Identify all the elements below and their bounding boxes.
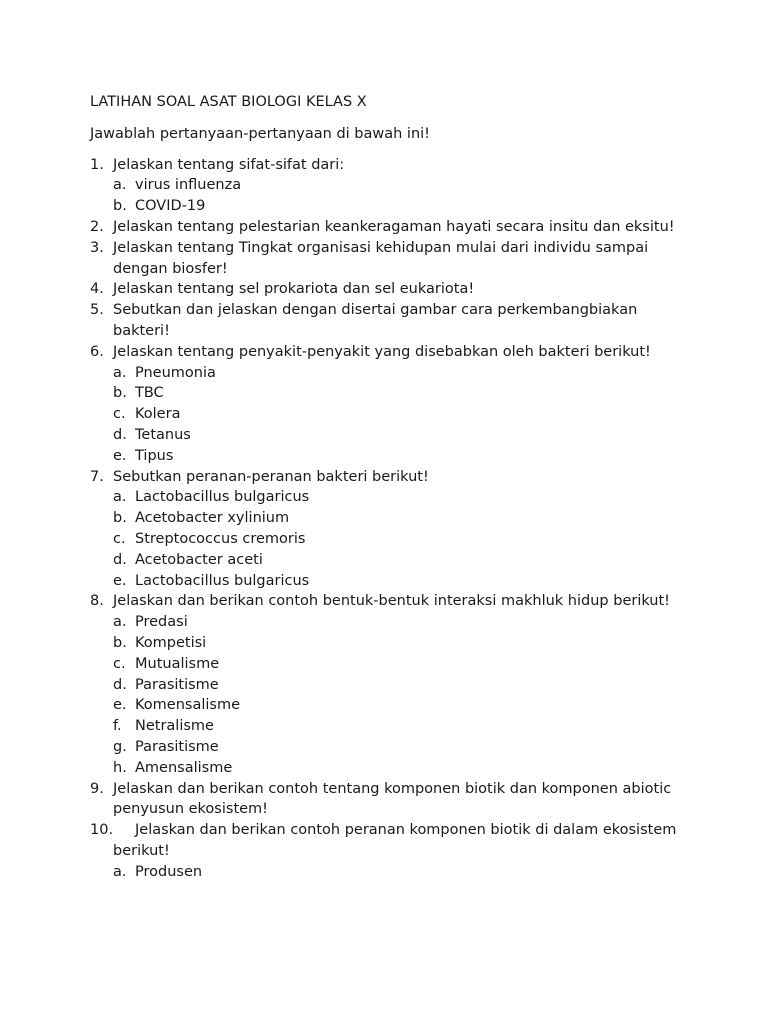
question-number: 10. bbox=[90, 822, 114, 839]
sub-item-letter: c. bbox=[113, 655, 126, 672]
sub-item-text: TBC bbox=[135, 385, 164, 402]
sub-item-letter: d. bbox=[113, 676, 127, 693]
question-item bbox=[90, 467, 690, 592]
document-title: LATIHAN SOAL ASAT BIOLOGI KELAS X bbox=[90, 94, 367, 110]
sub-item-letter: e. bbox=[113, 447, 127, 464]
sub-item bbox=[113, 862, 690, 883]
sub-item-letter: f. bbox=[113, 718, 122, 735]
sub-item bbox=[113, 446, 690, 467]
sub-item-text: Netralisme bbox=[135, 718, 214, 735]
question-number: 7. bbox=[90, 468, 104, 485]
sub-item bbox=[113, 612, 690, 633]
sub-item-text: Pneumonia bbox=[135, 364, 216, 381]
question-body bbox=[113, 300, 690, 342]
question-body bbox=[113, 155, 690, 217]
sub-item bbox=[113, 383, 690, 404]
sub-item-text: Acetobacter aceti bbox=[135, 551, 263, 568]
sub-item-text: Lactobacillus bulgaricus bbox=[135, 489, 310, 506]
question-text: Jelaskan dan berikan contoh tentang komponen biotik dan komponen abiotic penyusun ekosistem! bbox=[113, 780, 672, 818]
sub-item bbox=[113, 571, 690, 592]
question-text: Sebutkan dan jelaskan dengan disertai gambar cara perkembangbiakan bakteri! bbox=[113, 302, 638, 339]
sub-item bbox=[113, 758, 690, 779]
question-number: 1. bbox=[90, 156, 104, 173]
sub-item-text: Tetanus bbox=[135, 426, 191, 443]
sub-item-letter: d. bbox=[113, 426, 127, 443]
question-body bbox=[113, 238, 690, 280]
sub-item-list bbox=[113, 612, 690, 778]
question-text: Jelaskan dan berikan contoh peranan komponen biotik di dalam ekosistem berikut! bbox=[113, 822, 677, 859]
sub-item-text: Kolera bbox=[135, 406, 181, 423]
sub-item bbox=[113, 508, 690, 529]
sub-item-letter: a. bbox=[113, 614, 127, 631]
question-body bbox=[113, 217, 690, 238]
sub-item-text: Parasitisme bbox=[135, 738, 219, 755]
question-body bbox=[113, 279, 690, 300]
sub-item-letter: a. bbox=[113, 863, 127, 880]
question-text: Jelaskan tentang penyakit-penyakit yang disebabkan oleh bakteri berikut! bbox=[113, 343, 651, 360]
document-page bbox=[90, 92, 690, 882]
sub-item bbox=[113, 529, 690, 550]
sub-item-letter: h. bbox=[113, 759, 127, 776]
sub-item-list bbox=[113, 363, 690, 467]
question-text: Jelaskan tentang sel prokariota dan sel eukariota! bbox=[113, 281, 475, 298]
question-number: 3. bbox=[90, 239, 104, 256]
sub-item bbox=[113, 363, 690, 384]
sub-item-text: Streptococcus cremoris bbox=[135, 530, 306, 547]
question-number: 9. bbox=[90, 780, 104, 797]
sub-item bbox=[113, 487, 690, 508]
sub-item-text: Parasitisme bbox=[135, 676, 219, 693]
sub-item-letter: b. bbox=[113, 634, 127, 651]
question-item bbox=[90, 238, 690, 280]
sub-item-text: Acetobacter xylinium bbox=[135, 510, 290, 527]
question-body bbox=[113, 820, 690, 882]
question-text: Jelaskan dan berikan contoh bentuk-bentuk interaksi makhluk hidup berikut! bbox=[113, 593, 670, 610]
sub-item-letter: e. bbox=[113, 572, 127, 589]
question-body bbox=[113, 467, 690, 592]
sub-item bbox=[113, 695, 690, 716]
sub-item bbox=[113, 175, 690, 196]
sub-item-text: Komensalisme bbox=[135, 697, 240, 714]
sub-item-letter: a. bbox=[113, 177, 127, 194]
sub-item-text: Amensalisme bbox=[135, 759, 233, 776]
question-body bbox=[113, 591, 690, 778]
question-item bbox=[90, 155, 690, 217]
sub-item-text: Lactobacillus bulgaricus bbox=[135, 572, 310, 589]
sub-item-letter: b. bbox=[113, 198, 127, 215]
sub-item-list bbox=[113, 175, 690, 217]
sub-item-letter: g. bbox=[113, 738, 127, 755]
sub-item bbox=[113, 654, 690, 675]
sub-item-text: virus influenza bbox=[135, 177, 242, 194]
sub-item-letter: e. bbox=[113, 697, 127, 714]
question-number: 5. bbox=[90, 302, 104, 319]
sub-item-list bbox=[113, 862, 690, 883]
question-item bbox=[90, 279, 690, 300]
sub-item bbox=[113, 633, 690, 654]
sub-item-letter: d. bbox=[113, 551, 127, 568]
sub-item-text: COVID-19 bbox=[135, 198, 206, 215]
question-number: 8. bbox=[90, 593, 104, 610]
sub-item-letter: c. bbox=[113, 530, 126, 547]
sub-item-text: Tipus bbox=[135, 447, 174, 464]
question-item bbox=[90, 779, 690, 821]
sub-item-letter: a. bbox=[113, 364, 127, 381]
question-item bbox=[90, 217, 690, 238]
question-item bbox=[90, 342, 690, 467]
sub-item-letter: b. bbox=[113, 385, 127, 402]
sub-item bbox=[113, 675, 690, 696]
instruction-text: Jawablah pertanyaan-pertanyaan di bawah ini! bbox=[90, 125, 430, 142]
sub-item-text: Produsen bbox=[135, 863, 203, 880]
question-text: Sebutkan peranan-peranan bakteri berikut! bbox=[113, 468, 429, 485]
sub-item-text: Predasi bbox=[135, 614, 188, 631]
sub-item-letter: c. bbox=[113, 406, 126, 423]
question-body bbox=[113, 342, 690, 467]
sub-item-letter: a. bbox=[113, 489, 127, 506]
question-number: 4. bbox=[90, 281, 104, 298]
question-text: Jelaskan tentang pelestarian keankeragaman hayati secara insitu dan eksitu! bbox=[113, 218, 675, 235]
sub-item bbox=[113, 425, 690, 446]
question-body bbox=[113, 779, 690, 821]
sub-item-text: Mutualisme bbox=[135, 655, 220, 672]
question-item bbox=[90, 820, 690, 882]
sub-item-letter: b. bbox=[113, 510, 127, 527]
question-number: 2. bbox=[90, 218, 104, 235]
question-item bbox=[90, 300, 690, 342]
question-text: Jelaskan tentang sifat-sifat dari: bbox=[113, 156, 345, 173]
sub-item bbox=[113, 716, 690, 737]
sub-item bbox=[113, 737, 690, 758]
sub-item bbox=[113, 404, 690, 425]
question-list bbox=[90, 155, 690, 883]
question-text: Jelaskan tentang Tingkat organisasi kehidupan mulai dari individu sampai dengan biosfer! bbox=[113, 239, 649, 277]
sub-item bbox=[113, 550, 690, 571]
sub-item bbox=[113, 196, 690, 217]
question-item bbox=[90, 591, 690, 778]
sub-item-text: Kompetisi bbox=[135, 634, 207, 651]
sub-item-list bbox=[113, 487, 690, 591]
question-number: 6. bbox=[90, 343, 104, 360]
